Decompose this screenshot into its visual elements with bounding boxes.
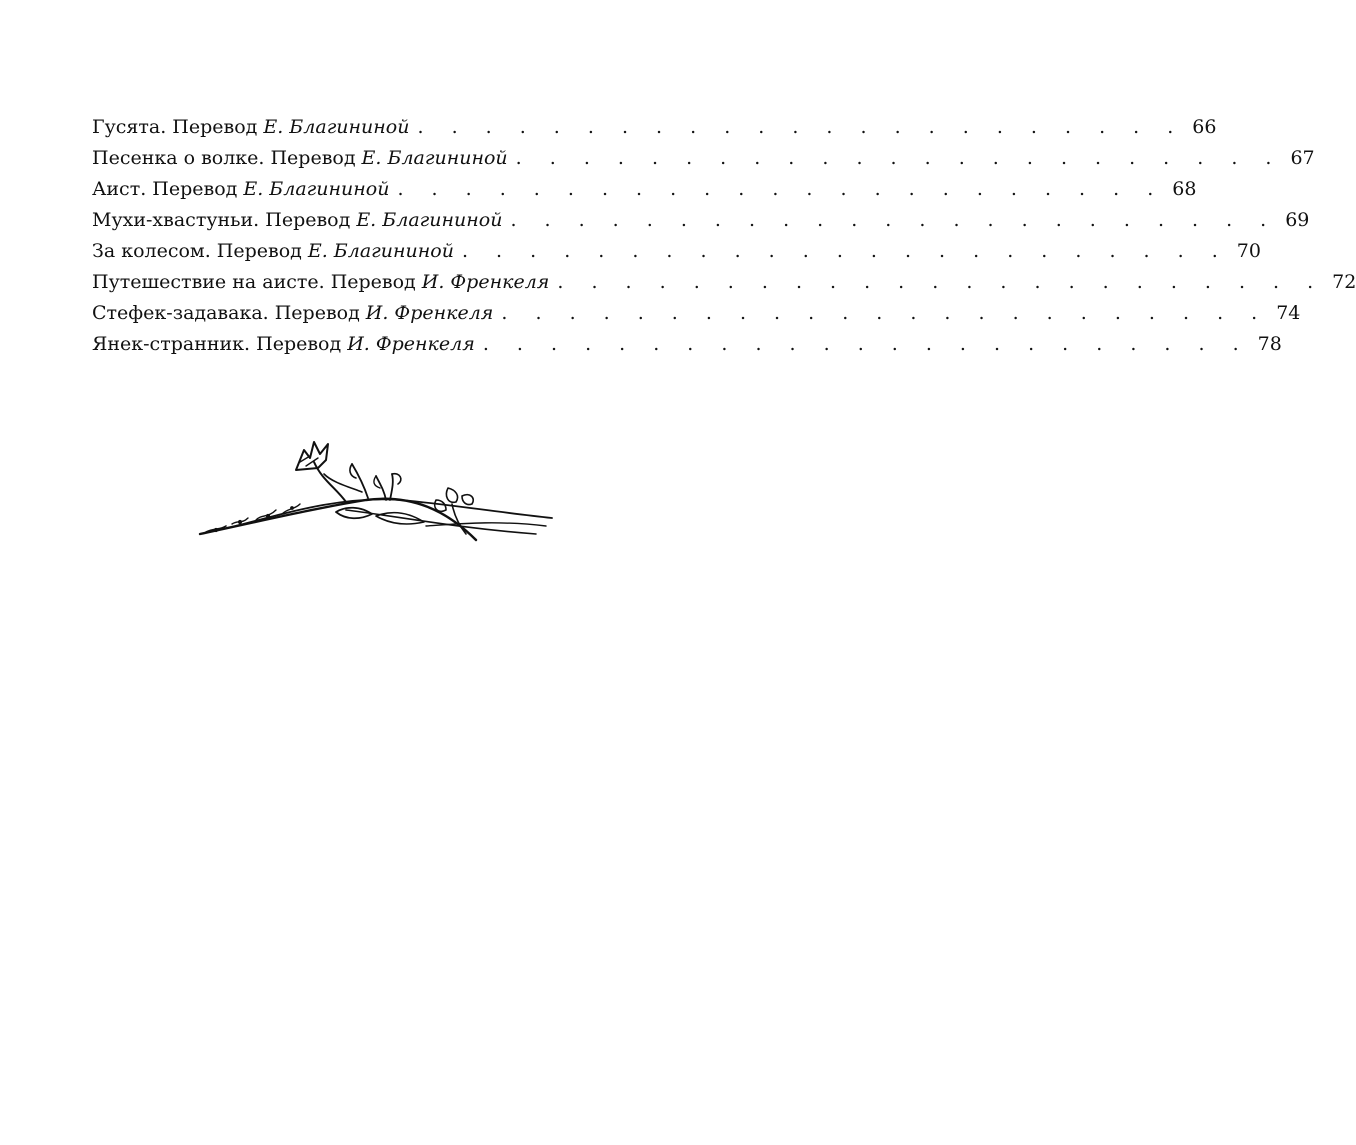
entry-title: Стефек-задавака. Перевод [92,302,360,324]
table-of-contents [92,112,1356,360]
entry-page-number: 67 [1290,147,1315,169]
entry-author: Е. Благининой [263,116,410,138]
toc-entry [92,298,1301,329]
toc-entry [92,205,1310,236]
dot-leader: . . . . . . . . . . . . . . . . . . . . . . . [510,209,1278,231]
toc-entry [92,236,1261,267]
dot-leader: . . . . . . . . . . . . . . . . . . . . . . . [461,240,1229,262]
toc-entry [92,174,1197,205]
dot-leader: . . . . . . . . . . . . . . . . . . . . . . . [482,333,1250,355]
toc-entry [92,143,1315,174]
floral-branch-icon [196,430,556,560]
entry-author: И. Френкеля [347,333,475,355]
entry-author: Е. Благининой [361,147,508,169]
entry-title: Путешествие на аисте. Перевод [92,271,416,293]
entry-author: Е. Благининой [356,209,503,231]
toc-entry [92,329,1282,360]
dot-leader: . . . . . . . . . . . . . . . . . . . . . . . [515,147,1283,169]
entry-title: Гусята. Перевод [92,116,258,138]
toc-entry [92,267,1356,298]
entry-author: Е. Благининой [243,178,390,200]
entry-page-number: 66 [1192,116,1217,138]
entry-page-number: 74 [1276,302,1301,324]
entry-page-number: 70 [1236,240,1261,262]
entry-author: И. Френкеля [365,302,494,324]
dot-leader: . . . . . . . . . . . . . . . . . . . . . . . [501,302,1269,324]
dot-leader: . . . . . . . . . . . . . . . . . . . . . . . [557,271,1325,293]
toc-entry [92,112,1217,143]
entry-author: И. Френкеля [421,271,550,293]
entry-title: Аист. Перевод [92,178,238,200]
entry-title: Янек-странник. Перевод [92,333,342,355]
entry-page-number: 69 [1285,209,1310,231]
dot-leader: . . . . . . . . . . . . . . . . . . . . . . . [417,116,1185,138]
entry-page-number: 72 [1332,271,1356,293]
dot-leader: . . . . . . . . . . . . . . . . . . . . . . . [397,178,1165,200]
entry-author: Е. Благининой [307,240,454,262]
entry-page-number: 78 [1257,333,1282,355]
entry-title: За колесом. Перевод [92,240,302,262]
entry-page-number: 68 [1172,178,1197,200]
entry-title: Песенка о волке. Перевод [92,147,356,169]
entry-title: Мухи-хвастуньи. Перевод [92,209,351,231]
